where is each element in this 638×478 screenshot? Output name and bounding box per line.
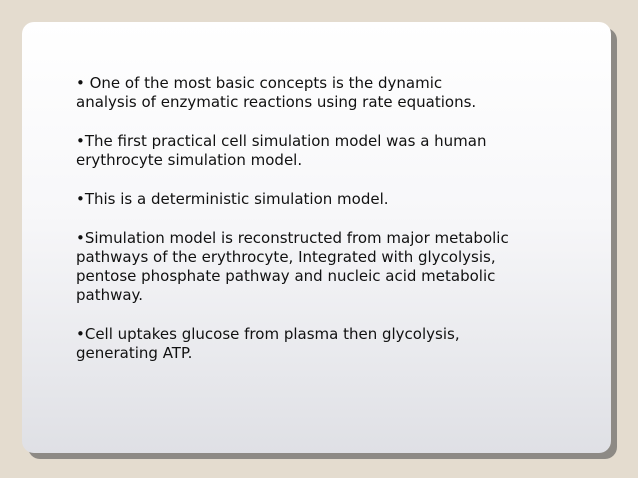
- bullet-item: • One of the most basic concepts is the dynamic analysis of enzymatic reactions using rate equations.: [76, 74, 477, 111]
- bullet-item: •Cell uptakes glucose from plasma then glycolysis, generating ATP.: [76, 325, 460, 362]
- slide-body: [76, 74, 576, 383]
- bullet-item: •The first practical cell simulation model was a human erythrocyte simulation model.: [76, 132, 487, 169]
- slide-card: [22, 22, 611, 453]
- bullet-item: •This is a deterministic simulation model.: [76, 190, 389, 208]
- bullet-item: •Simulation model is reconstructed from major metabolic pathways of the erythrocyte, Integrated with glycolysis, pentose phosphate pathway and nucleic acid metabolic pathway.: [76, 229, 509, 304]
